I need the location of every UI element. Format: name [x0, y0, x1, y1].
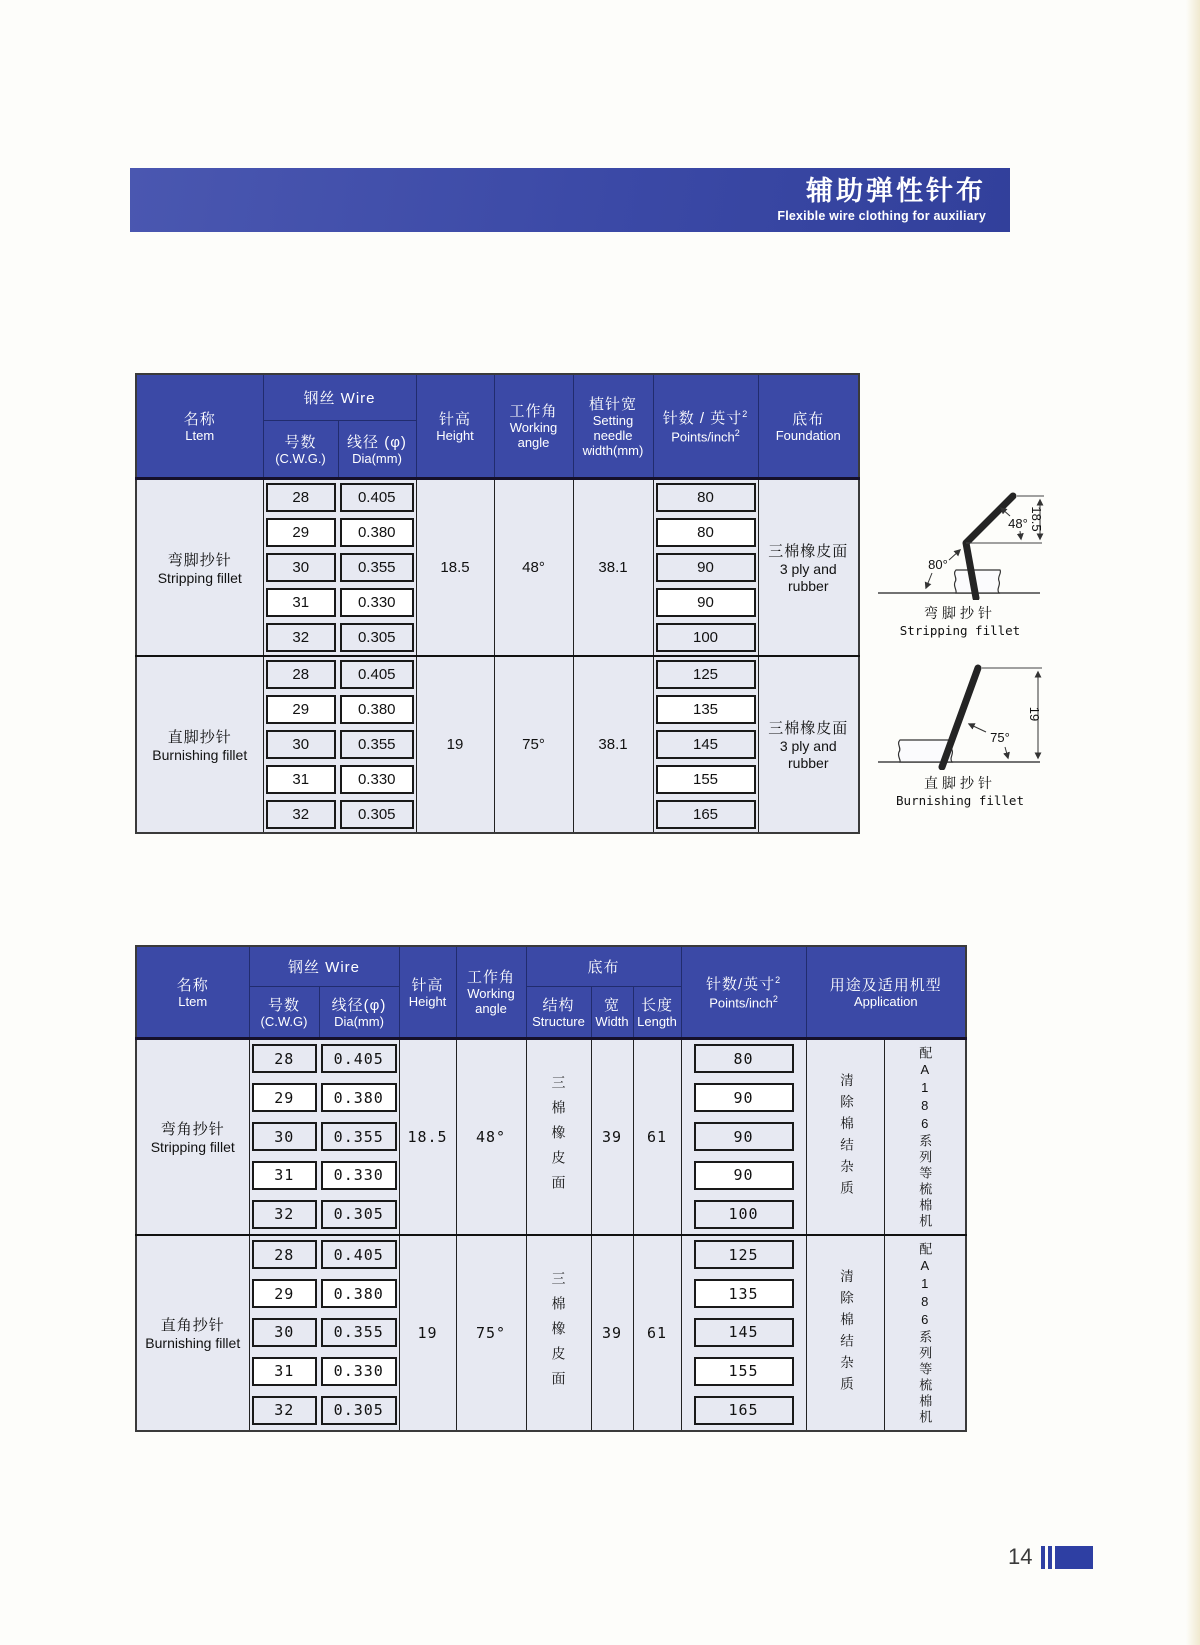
cwg-cell-container [249, 1038, 319, 1078]
t2-header-wire: 钢丝 Wire [249, 946, 399, 986]
cwg-value: 32 [252, 1200, 318, 1229]
t1-header-foundation: 底布 Foundation [758, 374, 859, 478]
page-footer [1008, 1544, 1093, 1570]
application-machine [884, 1038, 966, 1235]
points-cell-container [681, 1195, 806, 1235]
points-value: 145 [656, 730, 756, 759]
t2-header-height: 针高 Height [399, 946, 456, 1038]
page-number: 14 [1008, 1544, 1033, 1569]
points-value: 90 [656, 588, 756, 617]
cwg-value: 32 [252, 1396, 318, 1425]
foundation-value-en: 3 ply and rubber [779, 560, 837, 594]
dia-cell-container [319, 1352, 399, 1391]
cwg-cell-container [249, 1313, 319, 1352]
cwg-cell-container [249, 1078, 319, 1117]
points-value: 90 [694, 1161, 794, 1190]
item-name-en: Stripping fillet [157, 569, 242, 586]
item-name [136, 478, 263, 656]
angle-label: 75° [990, 730, 1010, 745]
dia-value: 0.330 [321, 1357, 397, 1386]
diagram1-caption-en: Stripping fillet [899, 623, 1021, 638]
dia-value: 0.380 [321, 1083, 397, 1112]
table-row [136, 1038, 966, 1078]
cwg-value: 31 [266, 765, 337, 794]
diagram2-caption-en: Burnishing fillet [896, 793, 1024, 808]
cwg-value: 32 [266, 623, 337, 652]
points-cell-container [681, 1156, 806, 1195]
points-cell-container [681, 1235, 806, 1275]
dia-cell-container [338, 620, 416, 656]
dia-cell-container [338, 797, 416, 833]
dia-value: 0.355 [340, 730, 414, 759]
item-name-zh: 直角抄针 [160, 1317, 225, 1334]
points-value: 155 [656, 765, 756, 794]
dia-cell-container [338, 727, 416, 762]
item-name [136, 1235, 249, 1431]
item-name-en: Burnishing fillet [145, 1335, 241, 1351]
page-header-band [130, 168, 1010, 232]
cwg-value: 30 [266, 730, 337, 759]
points-cell-container [653, 656, 758, 692]
foundation-value-en: 3 ply and rubber [779, 737, 837, 771]
structure-value [526, 1038, 591, 1235]
points-cell-container [681, 1117, 806, 1156]
t1-header-height: 针高 Height [416, 374, 494, 478]
t2-header-foundation-group: 底布 [526, 946, 681, 986]
points-value: 80 [694, 1044, 794, 1073]
height-value: 19 [416, 656, 494, 833]
item-name-zh: 弯脚抄针 [167, 551, 232, 569]
diagram-burnishing-fillet [868, 650, 1052, 808]
points-cell-container [681, 1391, 806, 1431]
t1-header-wire: 钢丝 Wire [263, 374, 416, 420]
dia-cell-container [319, 1274, 399, 1313]
straight-wire [942, 668, 978, 767]
dia-value: 0.405 [321, 1240, 397, 1269]
cwg-cell-container [263, 620, 338, 656]
points-cell-container [653, 585, 758, 620]
dia-cell-container [338, 515, 416, 550]
cwg-value: 31 [266, 588, 337, 617]
height-value: 18.5 [416, 478, 494, 656]
cwg-cell-container [263, 585, 338, 620]
t1-header-cwg: 号数 (C.W.G.) [263, 420, 338, 478]
dia-cell-container [319, 1078, 399, 1117]
dia-value: 0.355 [321, 1122, 397, 1151]
cwg-cell-container [249, 1156, 319, 1195]
cwg-value: 30 [252, 1122, 318, 1151]
setting-value: 38.1 [573, 478, 653, 656]
dia-value: 0.355 [321, 1318, 397, 1347]
table-row [136, 478, 859, 515]
points-cell-container [653, 692, 758, 727]
points-value: 80 [656, 483, 756, 512]
cwg-cell-container [249, 1391, 319, 1431]
points-value: 135 [656, 695, 756, 724]
points-value: 80 [656, 518, 756, 547]
cwg-value: 29 [266, 518, 337, 547]
spec-table-1 [135, 373, 860, 834]
t1-header-setting: 植针宽 Setting needle width(mm) [573, 374, 653, 478]
points-cell-container [653, 550, 758, 585]
cwg-value: 29 [252, 1279, 318, 1308]
dia-cell-container [319, 1038, 399, 1078]
height-value: 19 [399, 1235, 456, 1431]
application-use [806, 1235, 884, 1431]
points-value: 165 [656, 800, 756, 829]
width-value: 39 [591, 1038, 633, 1235]
cwg-cell-container [263, 656, 338, 692]
cwg-value: 29 [252, 1083, 318, 1112]
table-row [136, 1235, 966, 1275]
t2-header-width: 宽 Width [591, 986, 633, 1038]
points-value: 90 [656, 553, 756, 582]
page-subtitle: Flexible wire clothing for auxiliary [777, 208, 986, 223]
scan-edge-artifact [1186, 0, 1200, 1645]
item-name-en: Burnishing fillet [152, 746, 248, 763]
points-cell-container [681, 1078, 806, 1117]
cwg-value: 29 [266, 695, 337, 724]
cwg-cell-container [263, 797, 338, 833]
points-value: 100 [694, 1200, 794, 1229]
dia-value: 0.355 [340, 553, 414, 582]
points-cell-container [653, 762, 758, 797]
points-cell-container [653, 727, 758, 762]
dia-cell-container [338, 692, 416, 727]
points-value: 165 [694, 1396, 794, 1425]
application-machine-text: 配A186系列等梳棉机 [917, 1241, 933, 1426]
t1-header-points: 针数 / 英寸$^2$ Points/inch$^2$ [653, 374, 758, 478]
dia-value: 0.305 [321, 1200, 397, 1229]
stripping-fillet-drawing [872, 460, 1048, 600]
points-cell-container [653, 797, 758, 833]
foundation-value-zh: 三棉橡皮面 [768, 542, 849, 560]
angle-value: 48° [456, 1038, 526, 1235]
cwg-value: 28 [266, 660, 337, 689]
application-use-text: 清除棉结杂质 [838, 1073, 854, 1202]
cwg-cell-container [263, 515, 338, 550]
diagram1-caption-zh: 弯脚抄针 [924, 605, 996, 621]
width-value: 39 [591, 1235, 633, 1431]
points-cell-container [681, 1274, 806, 1313]
cwg-cell-container [249, 1117, 319, 1156]
dia-cell-container [319, 1117, 399, 1156]
length-value: 61 [633, 1038, 681, 1235]
dia-value: 0.380 [340, 518, 414, 547]
diagram-stripping-fillet [868, 460, 1052, 638]
cwg-cell-container [263, 550, 338, 585]
angle-value: 75° [456, 1235, 526, 1431]
angle-base-label: 80° [928, 557, 948, 572]
footer-bar-icon [1048, 1546, 1052, 1569]
arrow-to-baseline [926, 573, 932, 588]
cwg-cell-container [263, 762, 338, 797]
points-cell-container [681, 1313, 806, 1352]
cwg-value: 28 [252, 1240, 318, 1269]
cwg-cell-container [263, 692, 338, 727]
points-cell-container [681, 1352, 806, 1391]
footer-block-icon [1055, 1546, 1093, 1569]
points-value: 125 [694, 1240, 794, 1269]
dia-cell-container [338, 478, 416, 515]
dia-value: 0.305 [340, 800, 414, 829]
cwg-cell-container [249, 1352, 319, 1391]
item-name [136, 1038, 249, 1235]
points-cell-container [653, 478, 758, 515]
setting-value: 38.1 [573, 656, 653, 833]
item-name-zh: 弯角抄针 [160, 1121, 225, 1138]
t2-header-application: 用途及适用机型 Application [806, 946, 966, 1038]
points-value: 135 [694, 1279, 794, 1308]
dia-cell-container [319, 1391, 399, 1431]
table1-body [136, 478, 859, 833]
t1-header-name: 名称 Ltem [136, 374, 263, 478]
angle-value: 48° [494, 478, 573, 656]
cwg-cell-container [263, 478, 338, 515]
cwg-value: 28 [266, 483, 337, 512]
cwg-cell-container [249, 1235, 319, 1275]
dia-value: 0.330 [340, 588, 414, 617]
dia-cell-container [338, 550, 416, 585]
dia-value: 0.405 [340, 483, 414, 512]
t2-header-dia: 线径(φ) Dia(mm) [319, 986, 399, 1038]
arrow-to-wire [1001, 508, 1010, 516]
points-value: 90 [694, 1122, 794, 1151]
dia-value: 0.380 [340, 695, 414, 724]
t2-header-length: 长度 Length [633, 986, 681, 1038]
t2-header-angle: 工作角 Working angle [456, 946, 526, 1038]
t2-header-structure: 结构 Structure [526, 986, 591, 1038]
application-use-text: 清除棉结杂质 [838, 1269, 854, 1398]
points-cell-container [653, 515, 758, 550]
dia-value: 0.380 [321, 1279, 397, 1308]
application-use [806, 1038, 884, 1235]
dia-cell-container [319, 1195, 399, 1235]
dia-value: 0.305 [340, 623, 414, 652]
cwg-cell-container [249, 1195, 319, 1235]
length-value: 61 [633, 1235, 681, 1431]
dia-cell-container [319, 1313, 399, 1352]
points-value: 100 [656, 623, 756, 652]
foundation-value [758, 656, 859, 833]
points-value: 125 [656, 660, 756, 689]
dia-value: 0.405 [340, 660, 414, 689]
t1-header-angle: 工作角 Working angle [494, 374, 573, 478]
dia-cell-container [338, 762, 416, 797]
points-cell-container [653, 620, 758, 656]
arrow-to-reference [1020, 531, 1021, 539]
t1-header-dia: 线径 (φ) Dia(mm) [338, 420, 416, 478]
cwg-value: 32 [266, 800, 337, 829]
cwg-value: 30 [252, 1318, 318, 1347]
dia-cell-container [319, 1156, 399, 1195]
arrow-to-wire [969, 724, 986, 732]
table2-body [136, 1038, 966, 1431]
dia-value: 0.330 [340, 765, 414, 794]
cwg-value: 31 [252, 1161, 318, 1190]
t2-header-points: 针数/英寸$^2$ Points/inch$^2$ [681, 946, 806, 1038]
cwg-value: 28 [252, 1044, 318, 1073]
item-name-en: Stripping fillet [150, 1139, 235, 1155]
angle-top-label: 48° [1008, 516, 1028, 531]
table-row [136, 656, 859, 692]
burnishing-fillet-drawing [872, 650, 1048, 770]
t2-header-name: 名称 Ltem [136, 946, 249, 1038]
diagram2-caption-zh: 直脚抄针 [924, 775, 996, 791]
points-value: 155 [694, 1357, 794, 1386]
arrow-to-knee [949, 550, 960, 560]
structure-value [526, 1235, 591, 1431]
t2-header-cwg: 号数 (C.W.G) [249, 986, 319, 1038]
dia-cell-container [338, 656, 416, 692]
dia-value: 0.330 [321, 1161, 397, 1190]
cwg-value: 31 [252, 1357, 318, 1386]
application-machine [884, 1235, 966, 1431]
arrow-to-baseline [1005, 747, 1008, 758]
dia-value: 0.405 [321, 1044, 397, 1073]
height-value: 18.5 [399, 1038, 456, 1235]
page-title: 辅助弹性针布 [806, 176, 986, 207]
points-value: 90 [694, 1083, 794, 1112]
cwg-value: 30 [266, 553, 337, 582]
dia-cell-container [338, 585, 416, 620]
structure-text: 三棉橡皮面 [550, 1075, 567, 1200]
height-dimension-label: 19 [1027, 706, 1042, 722]
structure-text: 三棉橡皮面 [550, 1271, 567, 1396]
item-name [136, 656, 263, 833]
foundation-value-zh: 三棉橡皮面 [768, 719, 849, 737]
footer-bar-icon [1041, 1546, 1045, 1569]
points-cell-container [681, 1038, 806, 1078]
dia-value: 0.305 [321, 1396, 397, 1425]
foundation-value [758, 478, 859, 656]
points-value: 145 [694, 1318, 794, 1347]
application-machine-text: 配A186系列等梳棉机 [917, 1045, 933, 1230]
cwg-cell-container [263, 727, 338, 762]
angle-value: 75° [494, 656, 573, 833]
height-dimension-label: 18.5 [1029, 506, 1044, 532]
cwg-cell-container [249, 1274, 319, 1313]
item-name-zh: 直脚抄针 [167, 728, 232, 746]
dia-cell-container [319, 1235, 399, 1275]
spec-table-2 [135, 945, 967, 1432]
